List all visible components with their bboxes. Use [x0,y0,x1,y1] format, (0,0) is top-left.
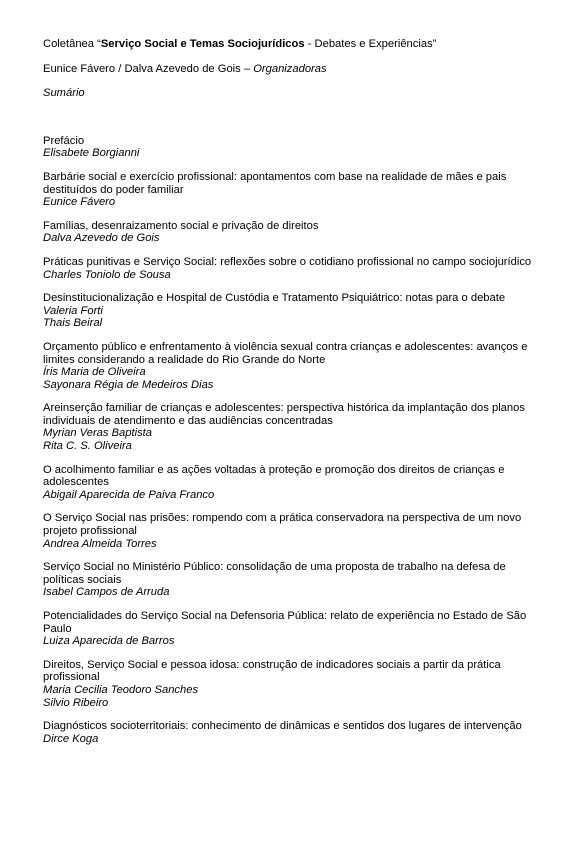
toc-entry [43,135,543,160]
organizers-line [43,63,543,76]
toc-entry-title: Prefácio [43,134,85,147]
toc-entry [43,256,543,281]
toc-entry-title: Direitos, Serviço Social e pessoa idosa: construção de indicadores sociais a partir da prática profissional [43,658,501,684]
toc-entry [43,220,543,245]
toc-entry-title: Orçamento público e enfrentamento à violência sexual contra crianças e adolescentes: avanços e limites considerando a realidade do Rio Grande do Norte [43,340,528,366]
collection-title-line [43,38,543,51]
toc-entry-title: O acolhimento familiar e as ações voltadas à proteção e promoção dos direitos de crianças e adolescentes [43,463,505,489]
toc-entry-author: Maria Cecilia Teodoro Sanches [43,683,199,696]
toc-entry [43,171,543,209]
document-page [43,38,543,756]
toc-entry-author: Íris Maria de Oliveira [43,366,146,379]
toc-entry [43,341,543,391]
toc-entry-author: Rita C. S. Oliveira [43,440,132,453]
toc-entry-author: Isabel Campos de Arruda [43,586,170,599]
toc-entry [43,610,543,648]
toc-entry [43,512,543,550]
toc-entry-title: Diagnósticos socioterritoriais: conhecimento de dinâmicas e sentidos dos lugares de intervenção [43,720,522,733]
collection-suffix: - Debates e Experiências” [304,38,437,50]
toc-entry-author: Silvio Ribeiro [43,696,109,709]
toc-entry-title: Potencialidades do Serviço Social na Defensoria Pública: relato de experiência no Estado de São Paulo [43,610,527,635]
toc-entry-author: Thais Beiral [43,317,103,330]
toc-entry-title: Famílias, desenraizamento social e privação de direitos [43,219,319,232]
toc-entry-title: Serviço Social no Ministério Público: consolidação de uma proposta de trabalho na defesa de políticas sociais [43,561,506,586]
toc-entry-author: Eunice Fávero [43,196,116,209]
toc-entry [43,292,543,330]
toc-entry-author: Sayonara Régia de Medeiros Dias [43,378,214,391]
toc-entry-title: Práticas punitivas e Serviço Social: reflexões sobre o cotidiano profissional no campo sociojurídico [43,255,532,268]
collection-title: Serviço Social e Temas Sociojurídicos [100,38,305,50]
organizers-names: Eunice Fávero / Dalva Azevedo de Gois – [43,62,254,75]
toc-entry-author: Myrian Veras Baptista [43,427,153,440]
toc-entry [43,659,543,709]
toc-entry-author: Dirce Koga [43,732,99,745]
toc-entry [43,720,543,745]
collection-prefix: Coletânea “ [43,38,101,50]
toc-entry-title: O Serviço Social nas prisões: rompendo com a prática conservadora na perspectiva de um novo projeto profissional [43,512,522,538]
toc-entry-author: Valeria Forti [43,304,103,317]
toc-entry-title: Desinstitucionalização e Hospital de Custódia e Tratamento Psiquiátrico: notas para o debate [43,292,506,305]
toc-entry-author: Andrea Almeida Torres [43,537,157,550]
toc-entry [43,561,543,599]
table-of-contents [43,135,543,746]
toc-entry-title: Barbárie social e exercício profissional: apontamentos com base na realidade de mães e pais destituídos do poder familiar [43,170,507,196]
toc-entry-author: Elisabete Borgianni [43,147,140,160]
organizers-role: Organizadoras [253,62,327,75]
toc-entry [43,464,543,502]
summary-heading: Sumário [43,87,85,100]
toc-entry-title: Areinserção familiar de crianças e adolescentes: perspectiva histórica da implantação dos planos individuais de atendimento e das audiências concentradas [43,402,525,427]
toc-entry-author: Luiza Aparecida de Barros [43,635,175,648]
toc-entry [43,402,543,452]
toc-entry-author: Abigail Aparecida de Paiva Franco [43,488,215,501]
toc-entry-author: Dalva Azevedo de Gois [43,232,160,245]
toc-entry-author: Charles Toniolo de Sousa [43,268,171,281]
